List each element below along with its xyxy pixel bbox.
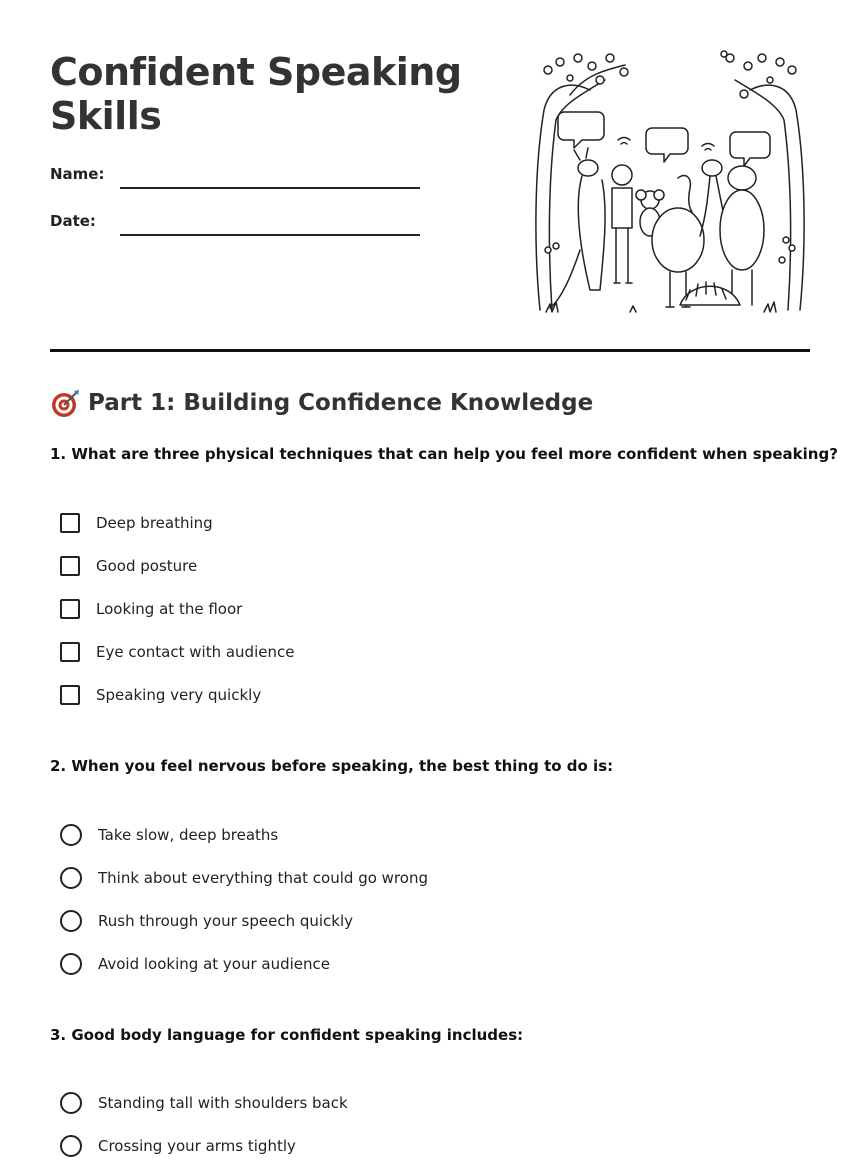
option-q1-1[interactable]: Deep breathing — [60, 511, 213, 535]
checkbox[interactable] — [60, 599, 80, 619]
checkbox[interactable] — [60, 685, 80, 705]
option-q2-2[interactable]: Think about everything that could go wrong — [60, 866, 428, 890]
checkbox[interactable] — [60, 556, 80, 576]
header-divider — [50, 349, 810, 352]
radio-button[interactable] — [60, 910, 82, 932]
option-q2-4[interactable]: Avoid looking at your audience — [60, 952, 330, 976]
option-q1-2[interactable]: Good posture — [60, 554, 197, 578]
date-field[interactable] — [120, 234, 420, 236]
date-label: Date: — [50, 212, 96, 230]
option-q1-5[interactable]: Speaking very quickly — [60, 683, 261, 707]
question-1: 1. What are three physical techniques that can help you feel more confident when speaking? — [50, 445, 838, 463]
name-label: Name: — [50, 165, 105, 183]
target-dart-icon — [50, 388, 80, 418]
checkbox[interactable] — [60, 642, 80, 662]
option-q2-3[interactable]: Rush through your speech quickly — [60, 909, 353, 933]
section-title: Part 1: Building Confidence Knowledge — [88, 390, 594, 416]
option-q1-3[interactable]: Looking at the floor — [60, 597, 242, 621]
name-field[interactable] — [120, 187, 420, 189]
checkbox[interactable] — [60, 513, 80, 533]
radio-button[interactable] — [60, 824, 82, 846]
section-heading — [50, 388, 593, 418]
option-q3-2[interactable]: Crossing your arms tightly — [60, 1134, 296, 1158]
option-q3-1[interactable]: Standing tall with shoulders back — [60, 1091, 348, 1115]
radio-button[interactable] — [60, 867, 82, 889]
worksheet-header — [50, 50, 810, 350]
question-2: 2. When you feel nervous before speaking, the best thing to do is: — [50, 757, 614, 775]
option-q2-1[interactable]: Take slow, deep breaths — [60, 823, 278, 847]
animals-illustration — [530, 50, 810, 320]
option-q1-4[interactable]: Eye contact with audience — [60, 640, 294, 664]
worksheet-title: Confident Speaking Skills — [50, 50, 462, 138]
radio-button[interactable] — [60, 1135, 82, 1157]
radio-button[interactable] — [60, 1092, 82, 1114]
radio-button[interactable] — [60, 953, 82, 975]
question-3: 3. Good body language for confident speaking includes: — [50, 1026, 524, 1044]
